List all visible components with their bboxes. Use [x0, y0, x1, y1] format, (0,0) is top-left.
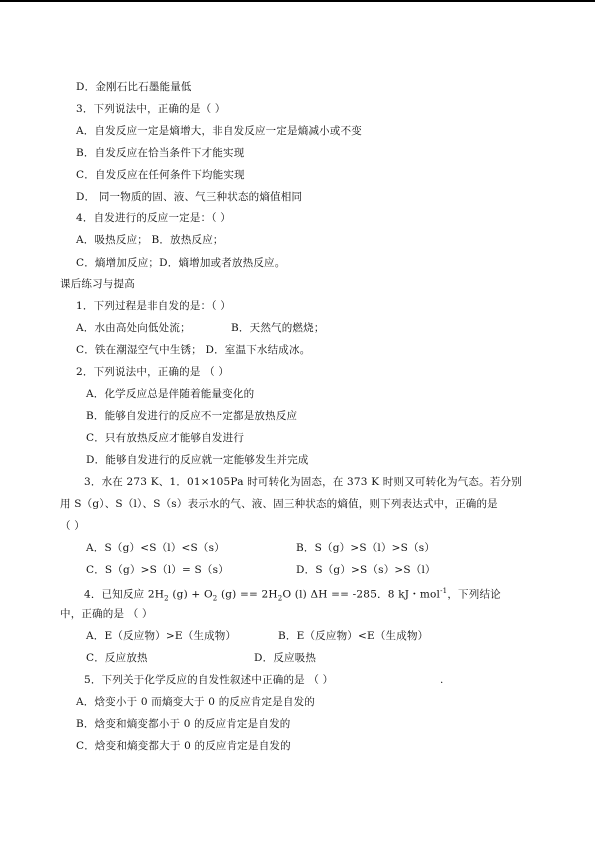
- option-a: A．自发反应一定是熵增大，非自发反应一定是熵减小或不变: [76, 125, 362, 137]
- option-c: C．S（g）>S（l）= S（s）: [86, 564, 229, 576]
- option-a: A．化学反应总是伴随着能量变化的: [86, 388, 255, 400]
- option-d: D．反应吸热: [254, 652, 317, 664]
- option-a: A．水由高处向低处流；: [76, 322, 191, 334]
- stray-dot: .: [440, 674, 444, 686]
- top-rule: [0, 0, 595, 2]
- option-d: D． 同一物质的固、液、气三种状态的熵值相同: [76, 191, 303, 203]
- question-3: 3．下列说法中，正确的是（ ）: [76, 103, 226, 115]
- option-a: A．S（g）<S（l）<S（s）: [86, 542, 225, 554]
- option-d: D．S（g）>S（s）>S（l）: [296, 564, 436, 576]
- option-b: B．自发反应在恰当条件下才能实现: [76, 147, 245, 159]
- section-heading: 课后练习与提高: [60, 278, 135, 290]
- exercise-4: 4．已知反应 $2H_2$ $(g) + O_2$ $(g) == 2H_2O$ (l) ΔH == -285．8 kJ・mol$^{-1}$，下列结论: [84, 587, 501, 603]
- exercise-4-cont: 中，正确的是 （ ）: [60, 608, 153, 620]
- options-cd: C．铁在潮湿空气中生锈； D．室温下水结成冰。: [76, 344, 311, 356]
- exercise-3-cont: 用 S（g）、S（l）、S（s）表示水的气、液、固三种状态的熵值，则下列表达式中，正确的是: [60, 498, 498, 510]
- option-c: C．焓变和熵变都大于 0 的反应肯定是自发的: [76, 740, 291, 752]
- question-4: 4．自发进行的反应一定是：（ ）: [76, 212, 231, 224]
- exercise-3: 3．水在 273 K、1．01×105Pa 时可转化为固态，在 373 K 时则又可转化为气态。若分别: [84, 476, 522, 488]
- option-b: B．能够自发进行的反应不一定都是放热反应: [86, 410, 298, 422]
- option-d: D．能够自发进行的反应就一定能够发生并完成: [86, 454, 309, 466]
- options-cd: C．熵增加反应；D．熵增加或者放热反应。: [76, 257, 286, 269]
- option-b: B．焓变和熵变都小于 0 的反应肯定是自发的: [76, 718, 291, 730]
- exercise-1: 1．下列过程是非自发的是：（ ）: [76, 300, 231, 312]
- options-ab: A．吸热反应； B．放热反应；: [76, 234, 224, 246]
- option-c: C．自发反应在任何条件下均能实现: [76, 169, 245, 181]
- option-c: C．只有放热反应才能够自发进行: [86, 432, 245, 444]
- exercise-5: 5．下列关于化学反应的自发性叙述中正确的是 （ ）: [84, 674, 334, 686]
- text-line: D．金刚石比石墨能量低: [76, 81, 192, 93]
- option-b: B．E（反应物）<E（生成物）: [278, 630, 429, 642]
- option-a: A．E（反应物）>E（生成物）: [86, 630, 237, 642]
- exercise-2: 2．下列说法中，正确的是 （ ）: [76, 366, 230, 378]
- option-b: B．天然气的燃烧；: [231, 322, 325, 334]
- answer-paren: （ ）: [60, 520, 85, 532]
- option-c: C．反应放热: [86, 652, 148, 664]
- option-a: A．焓变小于 0 而熵变大于 0 的反应肯定是自发的: [76, 696, 315, 708]
- option-b: B．S（g）>S（l）>S（s）: [296, 542, 436, 554]
